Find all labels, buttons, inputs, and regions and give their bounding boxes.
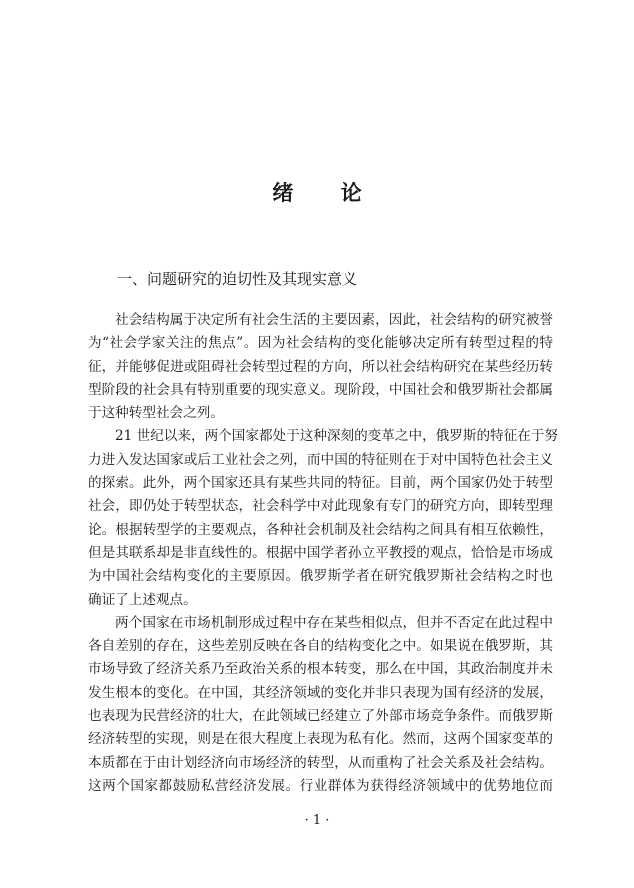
text-line: 市场导致了经济关系乃至政治关系的根本转变，那么在中国，其政治制度并未 [88, 661, 553, 678]
text-line: 确证了上述观点。 [88, 591, 197, 608]
paragraph-3 [88, 612, 553, 798]
text-line: 为“社会学家关注的焦点”。因为社会结构的变化能够决定所有转型过程的特 [88, 335, 553, 352]
section-heading: 一、问题研究的迫切性及其现实意义 [117, 270, 358, 288]
text-line: 于这种转型社会之列。 [88, 405, 224, 422]
text-line: 为中国社会结构变化的主要原因。俄罗斯学者在研究俄罗斯社会结构之时也 [88, 568, 553, 585]
text-line: 两个国家在市场机制形成过程中存在某些相似点，但并不否定在此过程中 [115, 614, 553, 631]
text-line: 征，并能够促进或阻碍社会转型过程的方向，所以社会结构研究在某些经历转 [88, 358, 553, 375]
text-line: 也表现为民营经济的壮大，在此领域已经建立了外部市场竞争条件。而俄罗斯 [88, 708, 553, 725]
body-text [88, 309, 559, 798]
text-line: 力进入发达国家或后工业社会之列，而中国的特征则在于对中国特色社会主义 [88, 451, 553, 468]
text-line: 经济转型的实现，则是在很大程度上表现为私有化。然而，这两个国家变革的 [88, 731, 553, 748]
text-line: 型阶段的社会具有特别重要的现实意义。现阶段，中国社会和俄罗斯社会都属 [88, 381, 553, 398]
text-line: 社会，即仍处于转型状态，社会科学中对此现象有专门的研究方向，即转型理 [88, 498, 553, 515]
paragraph-1 [88, 309, 553, 425]
text-line: 发生根本的变化。在中国，其经济领域的变化并非只表现为国有经济的发展， [88, 684, 553, 701]
text-line: 社会结构属于决定所有社会生活的主要因素，因此，社会结构的研究被誉 [115, 312, 553, 328]
chapter-title: 绪 论 [272, 181, 382, 205]
text-line: 各自差别的存在，这些差别反映在各自的结构变化之中。如果说在俄罗斯，其 [88, 638, 553, 655]
text-line: 这两个国家都鼓励私营经济发展。行业群体为获得经济领域中的优势地位而 [88, 777, 553, 794]
text-line: 论。根据转型学的主要观点，各种社会机制及社会结构之间具有相互依赖性， [88, 521, 553, 538]
paragraph-2 [88, 425, 559, 611]
text-line: 但是其联系却是非直线性的。根据中国学者孙立平教授的观点，恰恰是市场成 [88, 544, 553, 561]
text-line: 本质都在于由计划经济向市场经济的转型，从而重构了社会关系及社会结构。 [88, 754, 553, 771]
page-number: · 1 · [304, 813, 330, 828]
text-line: 的探索。此外，两个国家还具有某些共同的特征。目前，两个国家仍处于转型 [88, 475, 553, 492]
text-line: 21 世纪以来，两个国家都处于这种深刻的变革之中，俄罗斯的特征在于努 [115, 428, 559, 445]
